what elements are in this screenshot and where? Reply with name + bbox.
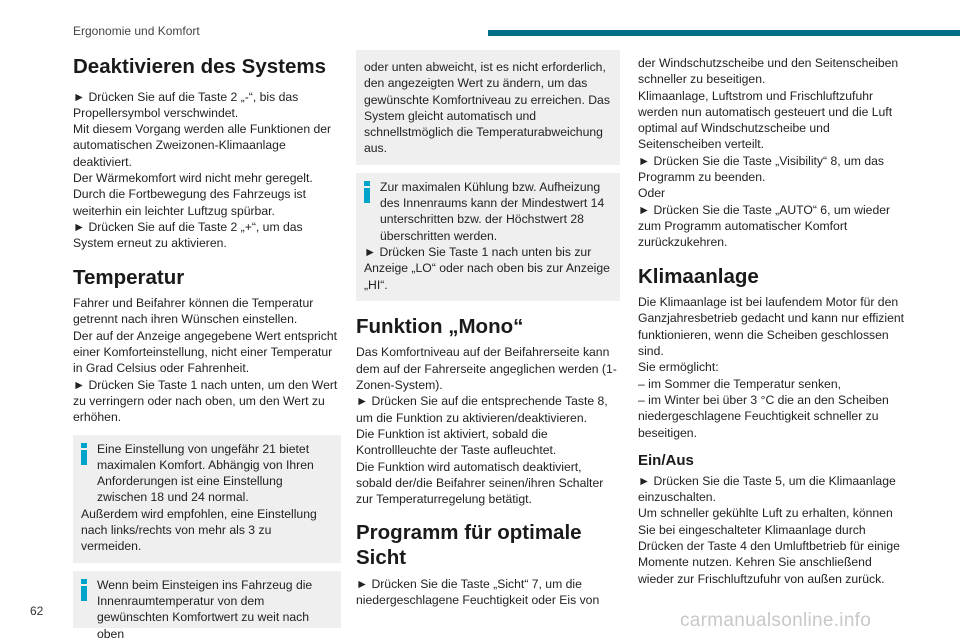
info-text: Wenn beim Einsteigen ins Fahrzeug die Innenraumtemperatur von dem gewünschten Komfortwert zu weit nach oben (97, 577, 313, 641)
paragraph: – im Sommer die Temperatur senken, (638, 376, 841, 391)
paragraph: ► Drücken Sie Taste 1 nach unten, um den Wert zu verringern oder nach oben, um den Wert zu erhöhen. (73, 377, 338, 425)
paragraph: ► Drücken Sie auf die Taste 2 „+“, um das System erneut zu aktivieren. (73, 219, 303, 251)
info-text: oder unten abweicht, ist es nicht erforderlich, den angezeigten Wert zu ändern, um das gewünschte Komfortniveau zu erreichen. Das System gleicht automatisch und schnellstmöglich die Temperaturabweichung aus. (364, 60, 610, 156)
info-text: Eine Einstellung von ungefähr 21 bietet maximalen Komfort. Abhängig von Ihren Anforderungen ist eine Einstellung zwischen 18 und 24 normal. (97, 441, 314, 505)
info-box (356, 173, 620, 301)
watermark: carmanualsonline.info (680, 610, 872, 631)
paragraph: Mit diesem Vorgang werden alle Funktionen der automatischen Zweizonen-Klimaanlage deaktiviert. (73, 122, 332, 169)
column-2 (356, 50, 620, 608)
info-icon (80, 579, 88, 601)
paragraph: Die Klimaanlage ist bei laufendem Motor für den Ganzjahresbetrieb gedacht und kann nur effizient funktionieren, wenn die Scheiben geschlossen sind. (638, 295, 905, 359)
paragraph: Fahrer und Beifahrer können die Temperatur getrennt nach ihren Wünschen einstellen. (73, 296, 314, 327)
header-title: Ergonomie und Komfort (73, 24, 200, 38)
info-icon (80, 443, 88, 465)
column-1 (73, 50, 341, 641)
heading-temperature: Temperatur (73, 265, 185, 289)
paragraph: ► Drücken Sie die Taste „Sicht“ 7, um die niedergeschlagene Feuchtigkeit oder Eis von (356, 576, 600, 607)
paragraph: ► Drücken Sie die Taste „AUTO“ 6, um wieder zum Programm automatischer Komfort zurückzukehren. (638, 202, 891, 250)
paragraph: Der Wärmekomfort wird nicht mehr geregelt. Durch die Fortbewegung des Fahrzeugs ist weiterhin ein leichter Luftzug spürbar. (73, 171, 313, 218)
info-icon (363, 181, 371, 203)
paragraph: Oder (638, 186, 666, 201)
info-box (73, 435, 341, 563)
heading-mono: Funktion „Mono“ (356, 314, 524, 338)
info-box (73, 571, 341, 641)
heading-deactivate: Deaktivieren des Systems (73, 55, 326, 78)
paragraph: ► Drücken Sie die Taste 5, um die Klimaanlage einzuschalten. (638, 473, 896, 505)
heading-air-conditioning: Klimaanlage (638, 264, 759, 288)
paragraph: Die Funktion wird automatisch deaktiviert, sobald der/die Beifahrer seinen/ihren Schalter zur Temperaturregelung betätigt. (356, 459, 604, 507)
paragraph: ► Drücken Sie auf die Taste 2 „-“, bis das Propellersymbol verschwindet. (73, 89, 299, 120)
heading-optimal-view: Programm für optimale Sicht (356, 521, 582, 570)
page-number: 62 (30, 604, 44, 618)
paragraph: ► Drücken Sie auf die entsprechende Taste 8, um die Funktion zu aktivieren/deaktivieren. (356, 394, 608, 425)
info-text: Außerdem wird empfohlen, eine Einstellung nach links/rechts von mehr als 3 zu vermeiden. (81, 506, 317, 554)
info-text: Zur maximalen Kühlung bzw. Aufheizung des Innenraums kann der Mindestwert 14 unterschritten bzw. der Höchstwert 28 überschritten werden. (380, 179, 605, 243)
paragraph: Der auf der Anzeige angegebene Wert entspricht einer Komforteinstellung, nicht einer Temperatur in Grad Celsius oder Fahrenheit. (73, 328, 338, 376)
paragraph: der Windschutzscheibe und den Seitenscheiben schneller zu beseitigen. (638, 56, 899, 87)
heading-on-off: Ein/Aus (638, 451, 694, 469)
paragraph: Die Funktion ist aktiviert, sobald die Kontrollleuchte der Taste aufleuchtet. (356, 426, 557, 458)
info-text: ► Drücken Sie Taste 1 nach unten bis zur Anzeige „LO“ oder nach oben bis zur Anzeige „HI“. (364, 244, 610, 292)
paragraph: Um schneller gekühlte Luft zu erhalten, können Sie bei eingeschalteter Klimaanlage durch Drücken der Taste 4 den Umluftbetrieb für einige Momente nutzen. Kehren Sie anschließend wieder zur Frischluftzufuhr von außen zurück. (638, 506, 900, 586)
paragraph: – im Winter bei über 3 °C die an den Scheiben niedergeschlagene Feuchtigkeit schneller zu beseitigen. (638, 392, 889, 440)
paragraph: Das Komfortniveau auf der Beifahrerseite kann dem auf der Fahrerseite angeglichen werden (1-Zonen-System). (356, 345, 617, 393)
info-box-continued (356, 50, 620, 165)
paragraph: ► Drücken Sie die Taste „Visibility“ 8, um das Programm zu beenden. (638, 153, 884, 185)
paragraph: Klimaanlage, Luftstrom und Frischluftzufuhr werden nun automatisch gesteuert und die Luft optimal auf Windschutzscheibe und Seitenscheiben verteilt. (638, 88, 893, 152)
header-bar (488, 30, 960, 36)
paragraph: Sie ermöglicht: (638, 360, 719, 375)
column-3 (638, 55, 908, 587)
